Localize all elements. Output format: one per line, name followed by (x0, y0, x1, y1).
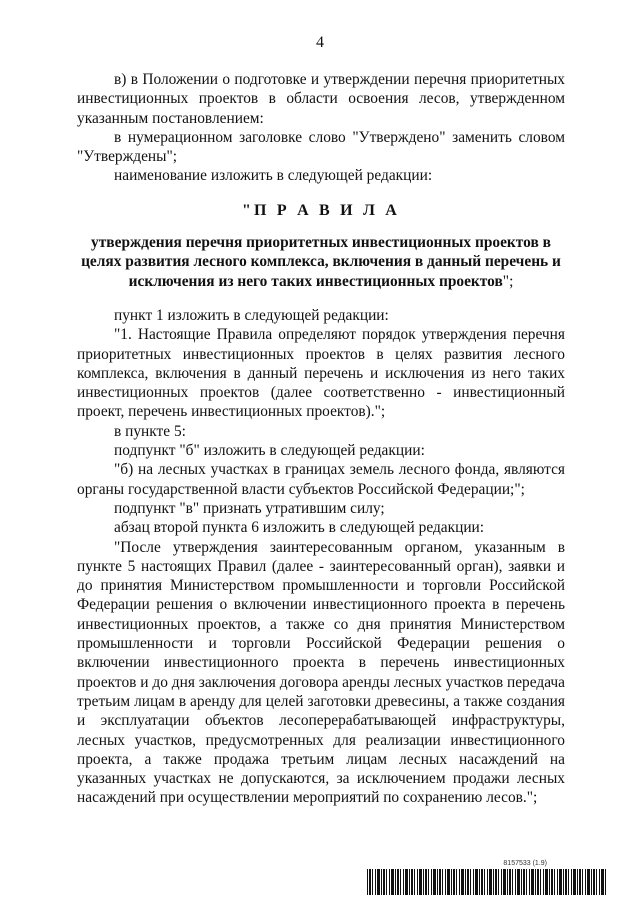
paragraph-point-1-text: "1. Настоящие Правила определяют порядок утверждения перечня приоритетных инвестиционных проектов в целях развития лесного комплекса, включения в данный перечень и исключения из него таких инвестиционных проектов (далее соответственно - инвестиционный проект, перечень инвестиционных проектов)."; (77, 326, 565, 421)
document-body (77, 70, 565, 808)
paragraph-point-5: в пункте 5: (114, 422, 186, 440)
paragraph-heading-replace: в нумерационном заголовке слово "Утверждено" заменить словом "Утверждены"; (77, 128, 565, 166)
rules-title: "П Р А В И Л А (241, 201, 401, 219)
document-footer (367, 860, 607, 895)
paragraph-item-v: в) в Положении о подготовке и утверждении перечня приоритетных инвестиционных проектов в области освоения лесов, утвержденном указанным постановлением: (77, 71, 565, 127)
paragraph-point-1-intro: пункт 1 изложить в следующей редакции: (114, 306, 389, 324)
rules-subtitle-text: утверждения перечня приоритетных инвестиционных проектов в целях развития лесного комплекса, включения в данный перечень и исключения из него таких инвестиционных проектов (81, 234, 561, 290)
paragraph-subpoint-b-text: "б) на лесных участках в границах земель лесного фонда, являются органы государственной власти субъектов Российской Федерации;"; (77, 461, 565, 498)
page-number: 4 (316, 34, 324, 51)
barcode (367, 869, 607, 895)
rules-subtitle (77, 233, 565, 291)
paragraph-subpoint-v: подпункт "в" признать утратившим силу; (114, 499, 385, 517)
paragraph-point-6-text: "После утверждения заинтересованным органом, указанным в пункте 5 настоящих Правил (далее - заинтересованный орган), заявки и до принятия Министерством промышленности и торговли Российской Федерации решения о включении инвестиционного проекта в перечень инвестиционных проектов, а также со дня принятия Министерством промышленности и торговли Российской Федерации решения о включении инвестиционного проекта в перечень инвестиционных проектов и до дня заключения договора аренды лесных участков передача третьим лицам в аренду для целей заготовки древесины, а также создания и эксплуатации объектов лесоперерабатывающей инфраструктуры, лесных участков, предусмотренных для реализации инвестиционного проекта, а также продажа третьим лицам лесных насаждений на указанных участках не допускаются, за исключением продажи лесных насаждений при осуществлении мероприятий по сохранению лесов."; (77, 538, 565, 807)
paragraph-point-6-intro: абзац второй пункта 6 изложить в следующей редакции: (114, 519, 485, 537)
paragraph-title-intro: наименование изложить в следующей редакции: (114, 167, 433, 185)
document-code: 8157533 (1.9) (503, 860, 547, 867)
rules-subtitle-quote: "; (502, 272, 514, 290)
paragraph-subpoint-b-intro: подпункт "б" изложить в следующей редакции: (114, 442, 425, 460)
